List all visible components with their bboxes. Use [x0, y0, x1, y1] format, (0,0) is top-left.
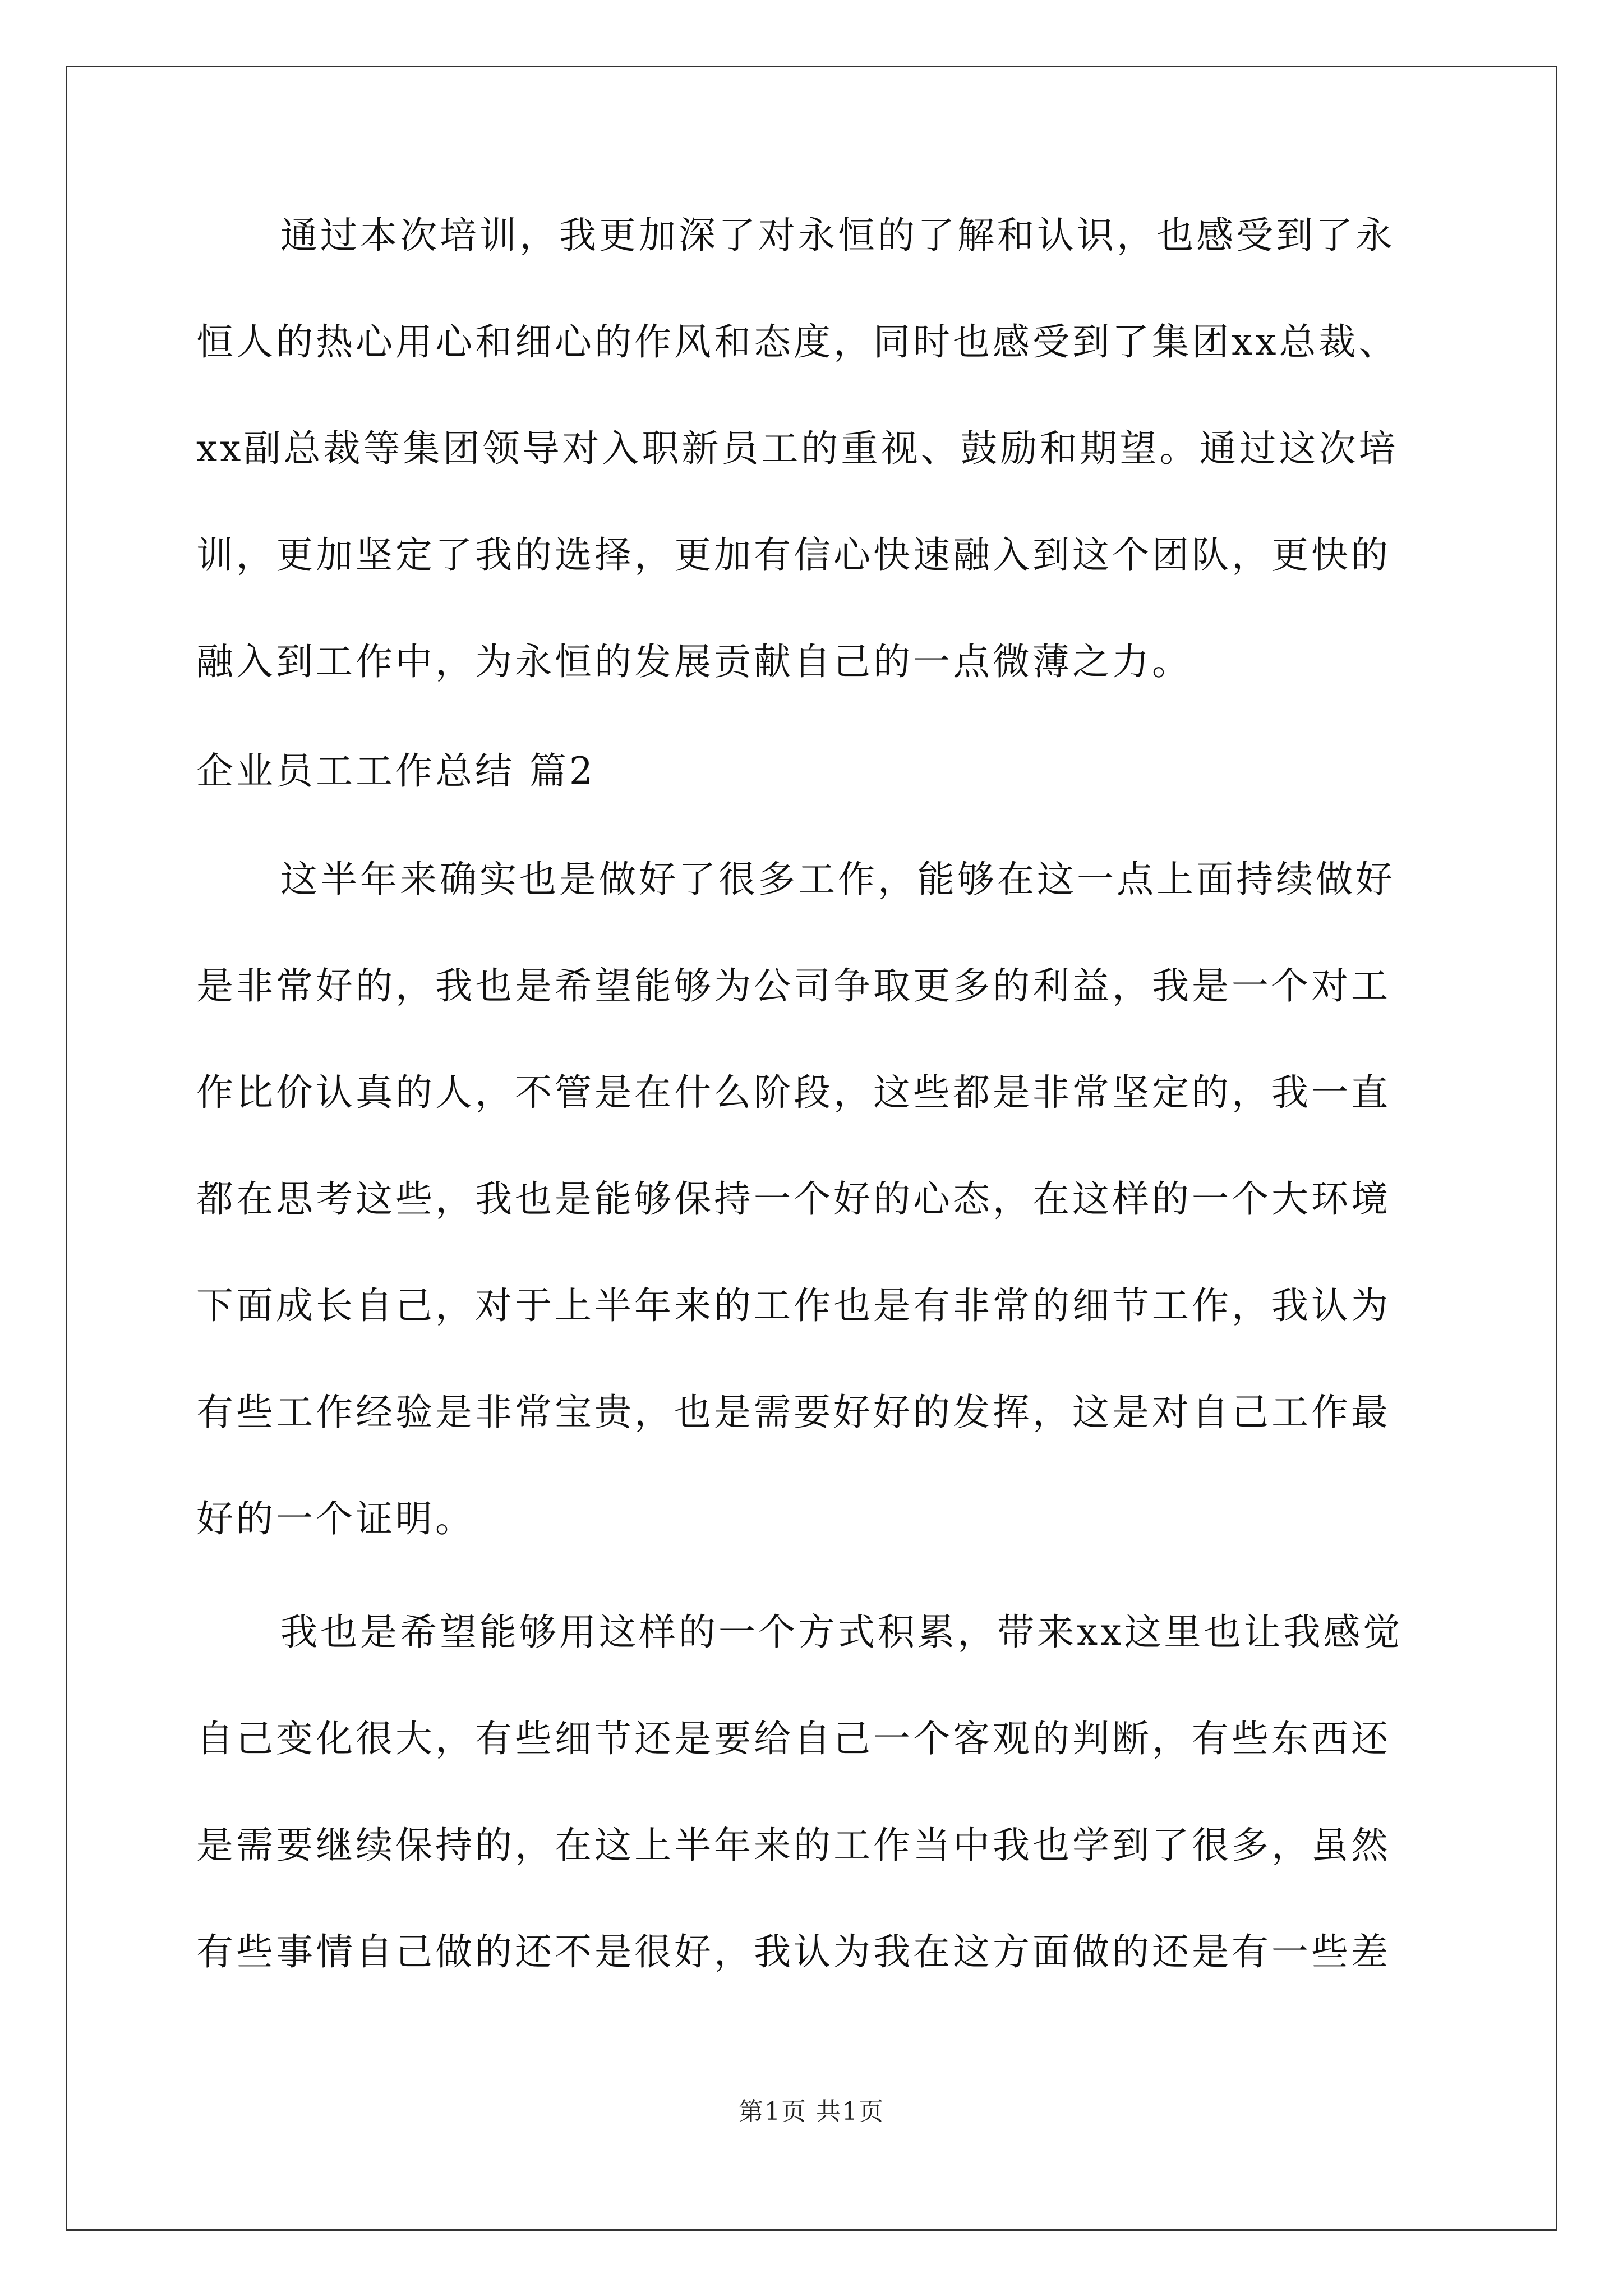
- paragraph-2-line-3: 作比价认真的人，不管是在什么阶段，这些都是非常坚定的，我一直: [196, 1071, 1391, 1114]
- paragraph-3-line-1: 我也是希望能够用这样的一个方式积累，带来xx这里也让我感觉: [280, 1611, 1403, 1654]
- paragraph-1-line-4: 训，更加坚定了我的选择，更加有信心快速融入到这个团队，更快的: [196, 533, 1391, 577]
- page-footer: 第1页 共1页: [739, 2097, 884, 2126]
- paragraph-2-line-2: 是非常好的，我也是希望能够为公司争取更多的利益，我是一个对工: [196, 964, 1391, 1007]
- paragraph-2-line-4: 都在思考这些，我也是能够保持一个好的心态，在这样的一个大环境: [196, 1177, 1391, 1221]
- paragraph-3-line-4: 有些事情自己做的还不是很好，我认为我在这方面做的还是有一些差: [196, 1930, 1391, 1973]
- paragraph-2-line-6: 有些工作经验是非常宝贵，也是需要好好的发挥，这是对自己工作最: [196, 1391, 1391, 1434]
- paragraph-3-line-2: 自己变化很大，有些细节还是要给自己一个客观的判断，有些东西还: [196, 1717, 1391, 1760]
- paragraph-1-line-5: 融入到工作中，为永恒的发展贡献自己的一点微薄之力。: [196, 640, 1192, 683]
- paragraph-1-line-1: 通过本次培训，我更加深了对永恒的了解和认识，也感受到了永: [280, 214, 1395, 257]
- page-border: [66, 66, 1557, 2231]
- paragraph-2-line-7: 好的一个证明。: [196, 1497, 475, 1540]
- paragraph-1-line-3: xx副总裁等集团领导对入职新员工的重视、鼓励和期望。通过这次培: [196, 427, 1399, 470]
- paragraph-3-line-3: 是需要继续保持的，在这上半年来的工作当中我也学到了很多，虽然: [196, 1824, 1391, 1867]
- section-heading: 企业员工工作总结 篇2: [196, 749, 596, 793]
- paragraph-1-line-2: 恒人的热心用心和细心的作风和态度，同时也感受到了集团xx总裁、: [196, 320, 1399, 364]
- paragraph-2-line-1: 这半年来确实也是做好了很多工作，能够在这一点上面持续做好: [280, 858, 1395, 901]
- paragraph-2-line-5: 下面成长自己，对于上半年来的工作也是有非常的细节工作，我认为: [196, 1284, 1391, 1327]
